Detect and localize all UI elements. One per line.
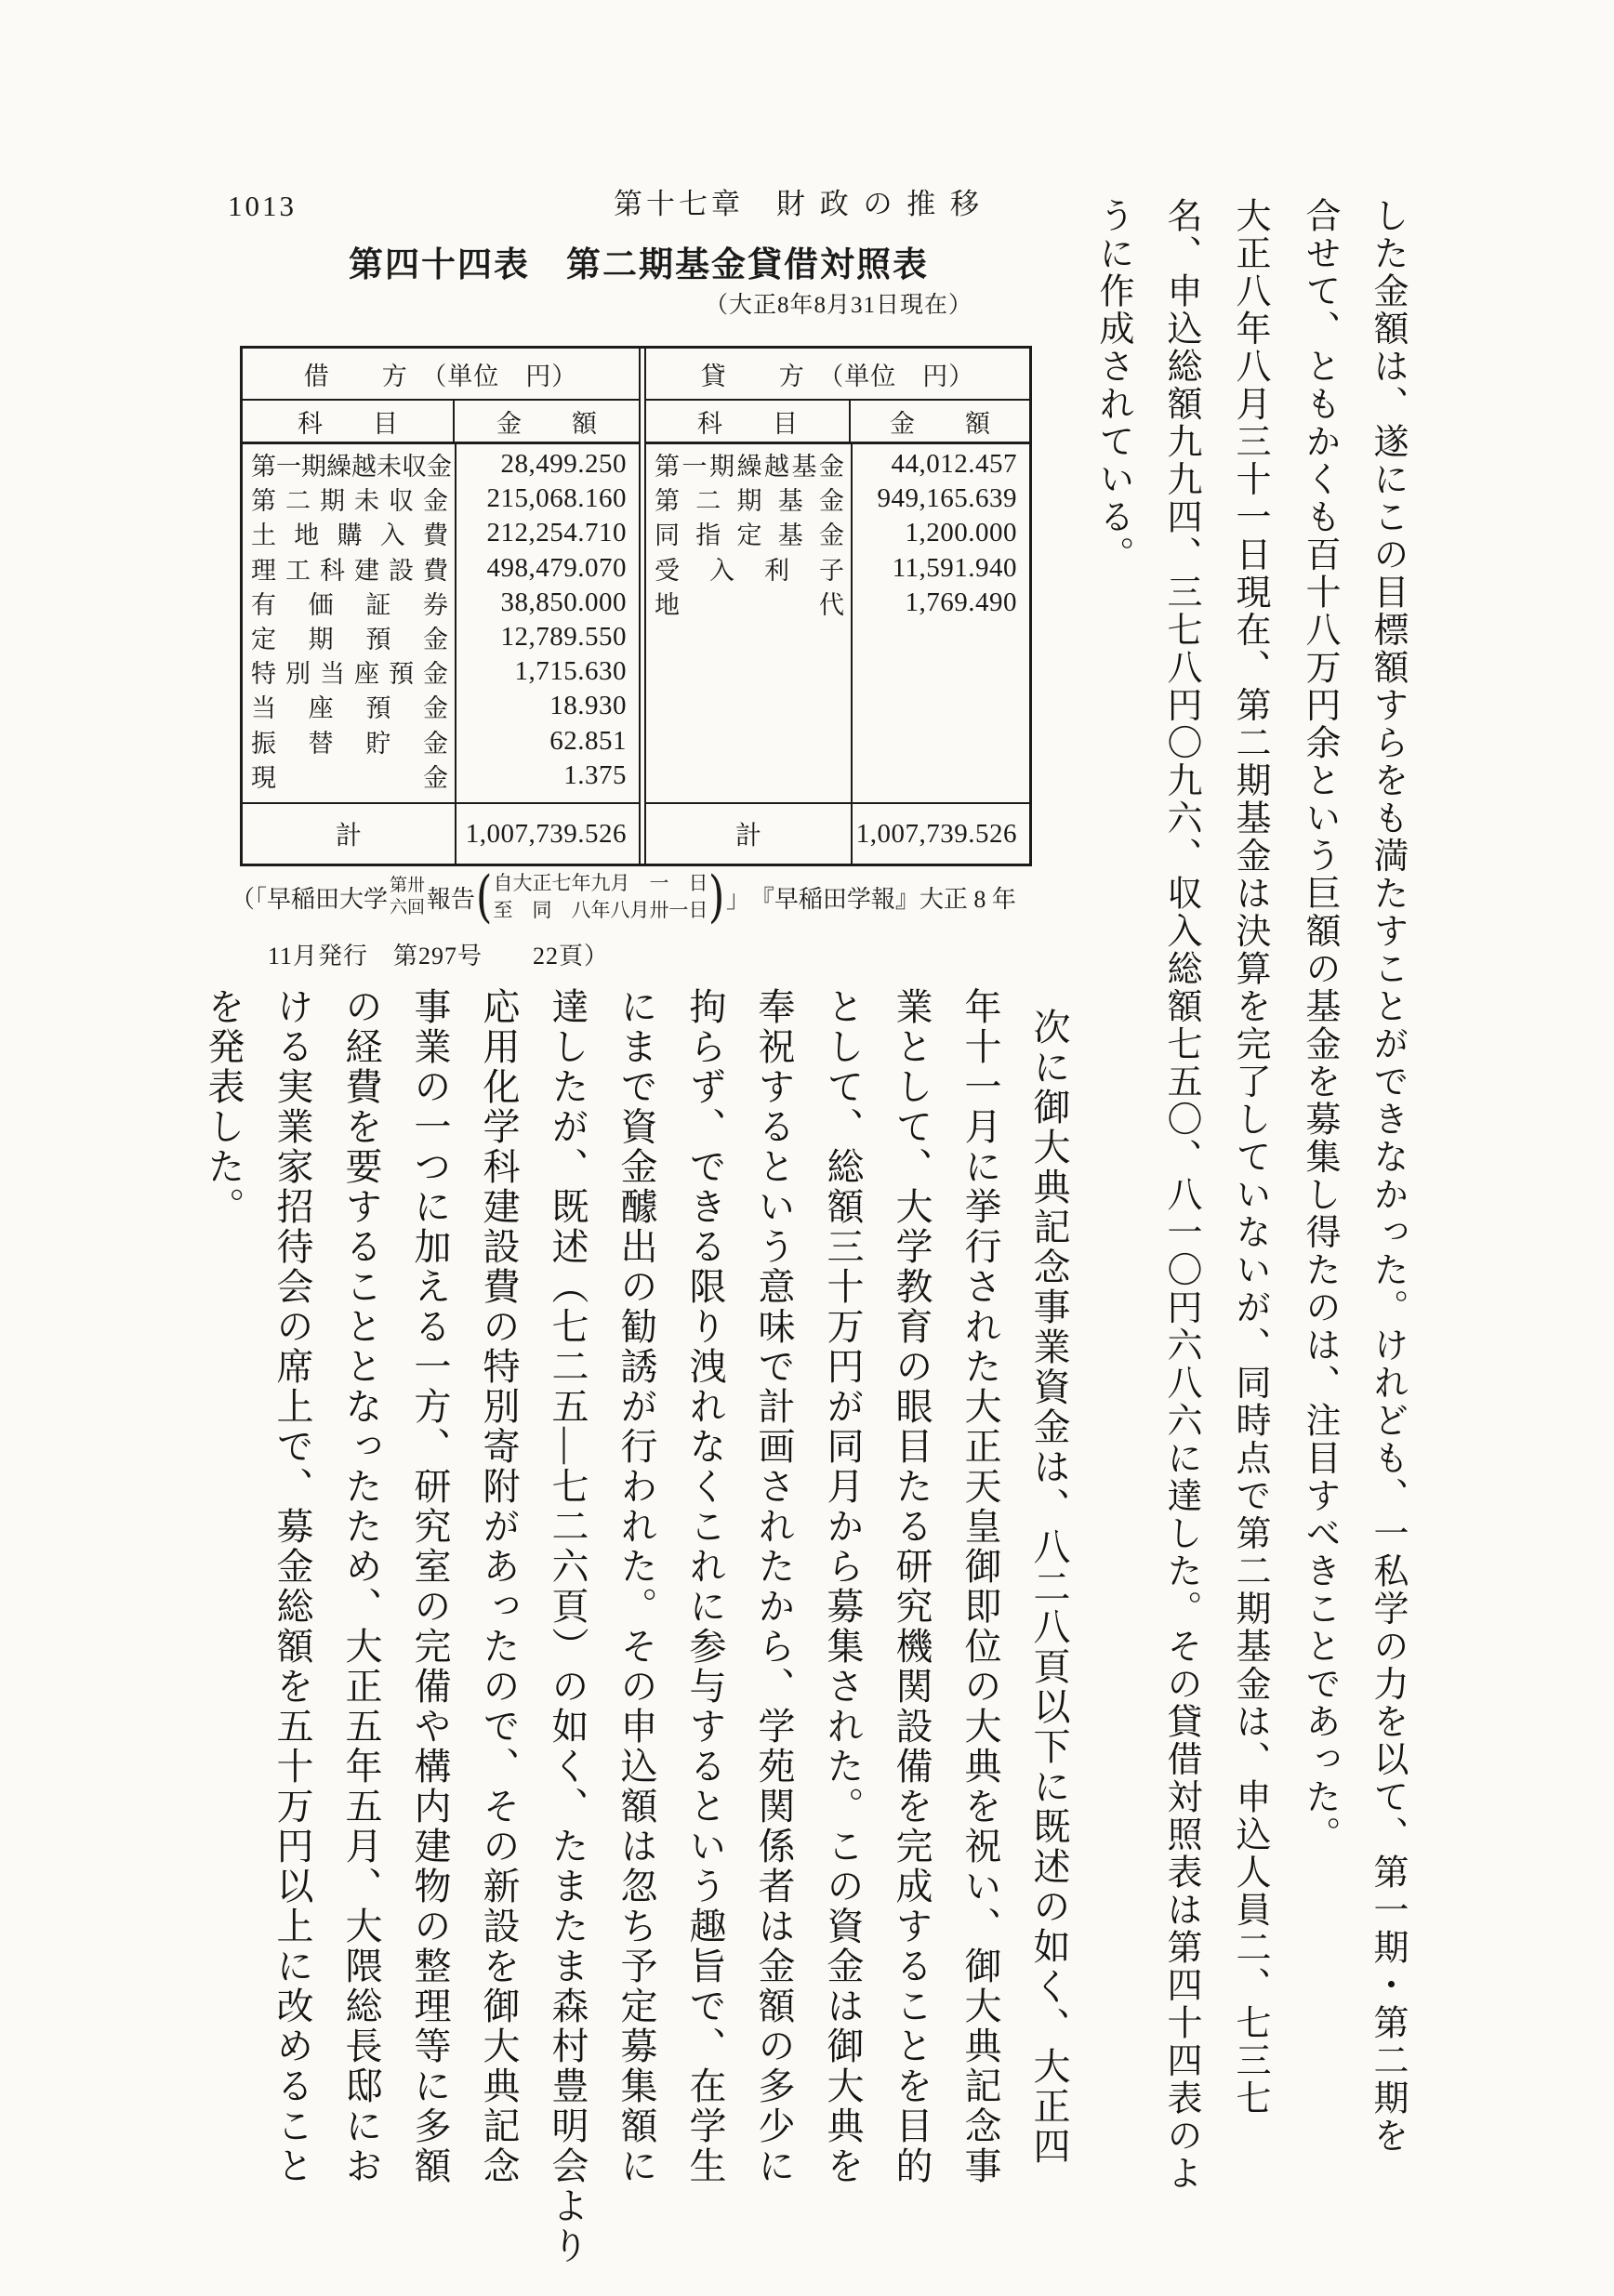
credit-rows — [646, 444, 1029, 804]
amount-value: 12,789.550 — [500, 622, 627, 653]
table-row — [243, 516, 639, 550]
vertical-text-column: 業として、大学教育の眼目たる研究機関設備を完成することを目的 — [891, 987, 933, 2186]
vertical-text-column: 奉祝するという意味で計画されたから、学苑関係者は金額の多少に — [753, 987, 795, 2186]
account-label: 受 入 利 子 — [655, 556, 844, 585]
debit-rows — [243, 444, 639, 804]
account-label: 特 別 当 座 預 金 — [251, 660, 448, 689]
citation-prefix: （「早稲田大学 — [231, 885, 389, 913]
vertical-text-column: 合せて、ともかくも百十八万円余という巨額の基金を募集し得たのは、注目すべきことであった。 — [1300, 197, 1339, 1854]
vertical-text-column: 達したが、既述（七二五―七二六頁）の如く、たまたま森村豊明会より — [547, 987, 589, 2266]
citation-report-word: 報告 — [427, 885, 476, 913]
account-label: 第 二 期 基 金 — [655, 487, 844, 516]
debit-column-headers — [243, 401, 639, 444]
amount-value: 1.375 — [563, 759, 627, 790]
amount-value: 1,200.000 — [905, 518, 1017, 548]
page-number: 1013 — [228, 190, 297, 222]
vertical-text-column: の経費を要することとなったため、大正五年五月、大隈総長邸にお — [340, 987, 382, 2186]
table-subtitle: （大正8年8月31日現在） — [705, 293, 973, 318]
table-row — [243, 586, 639, 620]
amount-value: 38,850.000 — [500, 587, 627, 617]
amount-value: 212,254.710 — [486, 518, 627, 548]
vertical-text-column: 名、申込総額九九四、三七八円〇九六、収入総額七五〇、八一〇円六八六に達した。その貸借対照表は第四十四表のよ — [1161, 197, 1200, 2193]
source-citation — [231, 864, 1016, 930]
chapter-heading: 第十七章 財 政 の 推 移 — [614, 188, 983, 220]
vertical-text-column: を発表した。 — [203, 987, 245, 1227]
table-row — [646, 516, 1029, 550]
vertical-text-column: した金額は、遂にこの目標額すらをも満たすことができなかった。けれども、一私学の力を以て、第一期・第二期を — [1368, 197, 1407, 2155]
account-label: 当 座 預 金 — [251, 694, 448, 723]
vertical-text-column: 拘らず、できる限り洩れなくこれに参与するという趣旨で、在学生 — [684, 987, 726, 2186]
table-row — [243, 482, 639, 516]
citation-report-number: 第卅 六回 — [390, 876, 426, 917]
credit-side — [646, 349, 1029, 864]
account-label: 同 指 定 基 金 — [655, 521, 844, 550]
table-title: 第四十四表 第二期基金貸借対照表 — [349, 245, 929, 284]
account-label: 土 地 購 入 費 — [251, 521, 448, 550]
vertical-text-column: ける実業家招待会の席上で、募金総額を五十万円以上に改めること — [271, 987, 313, 2186]
table-center-divider — [639, 349, 646, 864]
account-label: 定 期 預 金 — [251, 626, 448, 654]
debit-header: 借 方 （単位 円） — [243, 349, 639, 401]
credit-total-label: 計 — [734, 822, 761, 851]
credit-total-value: 1,007,739.526 — [855, 818, 1017, 849]
vertical-text-column: 事業の一つに加える一方、研究室の完備や構内建物の整理等に多額 — [409, 987, 451, 2186]
table-row — [243, 551, 639, 586]
credit-account-header: 科 目 — [646, 401, 851, 442]
citation-date-range: 自大正七年九月 一 日 至 同 八年八月卅一日 — [493, 871, 708, 921]
account-label: 現 金 — [251, 763, 448, 792]
account-label: 第 一 期 繰 越 基 金 — [655, 453, 844, 482]
account-label: 第 一 期 繰 越 未 収 金 — [251, 453, 452, 482]
vertical-text-column: 応用化学科建設費の特別寄附があったので、その新設を御大典記念 — [478, 987, 520, 2186]
table-row — [646, 482, 1029, 516]
debit-account-header: 科 目 — [243, 401, 455, 442]
credit-total-row — [646, 804, 1029, 864]
vertical-text-column: にまで資金醵出の勧誘が行われた。その申込額は忽ち予定募集額に — [615, 987, 657, 2186]
credit-header: 貸 方 （単位 円） — [646, 349, 1029, 401]
account-label: 振 替 貯 金 — [251, 729, 448, 758]
amount-value: 498,479.070 — [486, 552, 627, 583]
debit-total-label: 計 — [335, 822, 362, 851]
debit-total-row — [243, 804, 639, 864]
balance-sheet-table — [240, 346, 1032, 866]
amount-value: 44,012.457 — [891, 449, 1017, 480]
debit-side — [243, 349, 639, 864]
amount-value: 28,499.250 — [500, 449, 627, 480]
table-row — [646, 551, 1029, 586]
debit-total-value: 1,007,739.526 — [465, 818, 627, 849]
debit-amount-header: 金 額 — [496, 409, 597, 438]
table-row — [243, 620, 639, 654]
source-citation-line2: 11月発行 第297号 22頁） — [268, 943, 610, 970]
amount-value: 11,591.940 — [892, 552, 1017, 583]
close-paren: ) — [708, 864, 725, 930]
table-row — [243, 759, 639, 793]
vertical-text-column: 大正八年八月三十一日現在、第二期基金は決算を完了していないが、同時点で第二期基金は、申込人員二、七三七 — [1230, 197, 1269, 2118]
vertical-text-column: 年十一月に挙行された大正天皇御即位の大典を祝い、御大典記念事 — [959, 987, 1001, 2186]
credit-amount-header: 金 額 — [890, 409, 990, 438]
table-row — [243, 689, 639, 723]
amount-value: 949,165.639 — [877, 483, 1017, 514]
credit-column-headers — [646, 401, 1029, 444]
citation-suffix: 」 『早稲田学報』大正 8 年 — [725, 885, 1016, 913]
table-row — [243, 654, 639, 689]
table-row — [646, 447, 1029, 482]
account-label: 有 価 証 券 — [251, 590, 448, 619]
table-row — [646, 586, 1029, 620]
open-paren: ( — [475, 864, 493, 930]
amount-value: 1,715.630 — [514, 656, 627, 687]
vertical-text-column: 次に御大典記念事業資金は、八二八頁以下に既述の如く、大正四 — [1028, 1008, 1070, 2167]
account-label: 理 工 科 建 設 費 — [251, 556, 448, 585]
amount-value: 215,068.160 — [486, 483, 627, 514]
account-label: 第 二 期 未 収 金 — [251, 487, 448, 516]
account-label: 地 代 — [655, 590, 844, 619]
vertical-text-column: うに作成されている。 — [1093, 197, 1132, 574]
amount-value: 1,769.490 — [905, 587, 1017, 617]
amount-value: 62.851 — [549, 725, 627, 756]
table-row — [243, 447, 639, 482]
table-row — [243, 724, 639, 759]
vertical-text-column: として、総額三十万円が同月から募集された。この資金は御大典を — [822, 987, 864, 2186]
amount-value: 18.930 — [549, 691, 627, 721]
